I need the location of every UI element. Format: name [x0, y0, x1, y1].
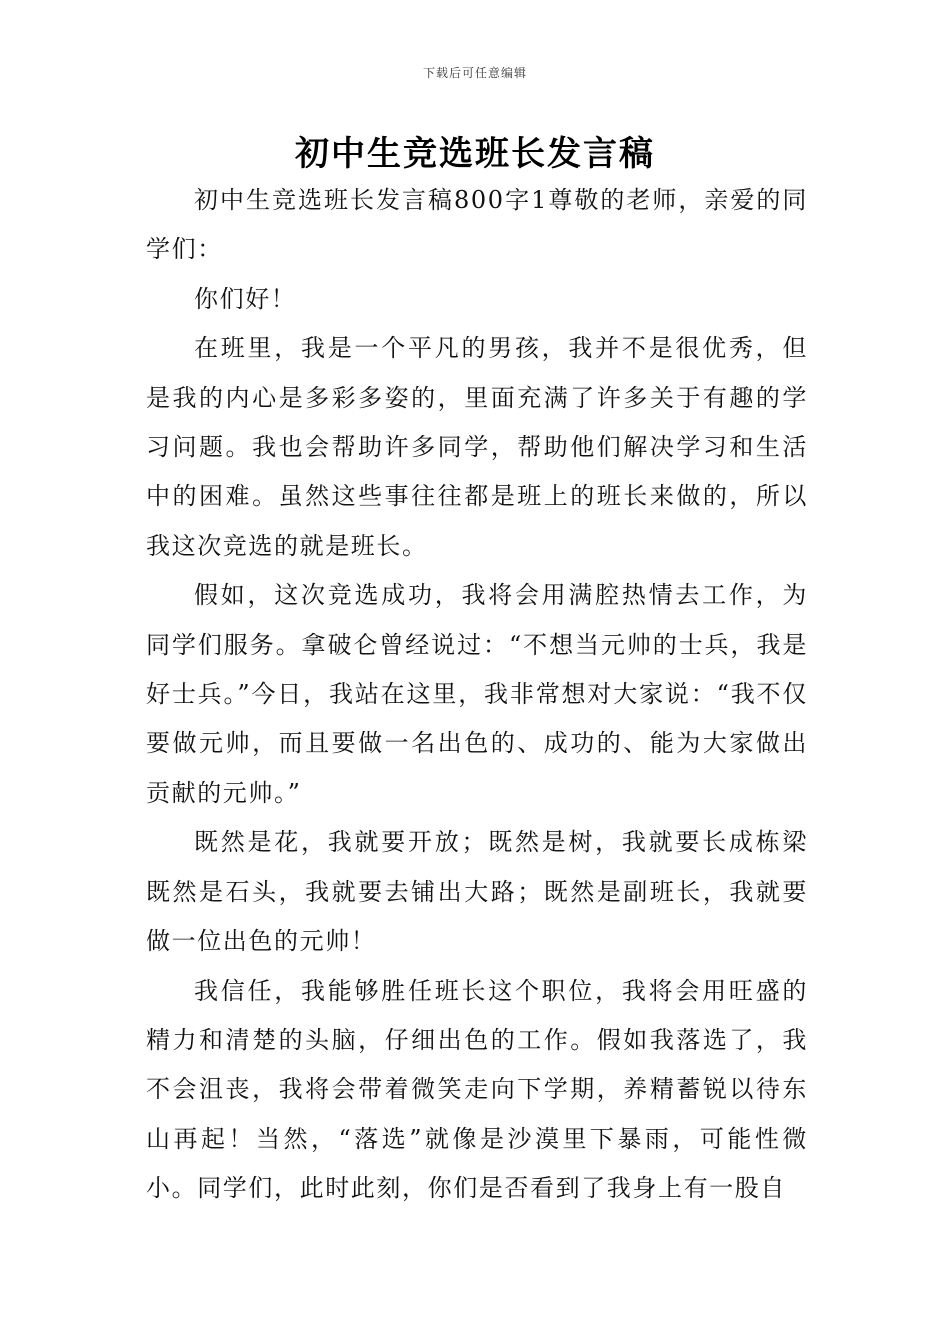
document-body [146, 176, 808, 1214]
paragraph-hello: 你们好！ [194, 284, 297, 313]
paragraph-determination: 既然是花，我就要开放；既然是树，我就要长成栋梁既然是石头，我就要去铺出大路；既然是副班长，我就要做一位出色的元帅！ [146, 828, 808, 956]
paragraph-confidence: 我信任，我能够胜任班长这个职位，我将会用旺盛的精力和清楚的头脑，仔细出色的工作。假如我落选了，我不会沮丧，我将会带着微笑走向下学期，养精蓄锐以待东山再起！当然，“落选”就像是沙漠里下暴雨，可能性微小。同学们，此时此刻，你们是否看到了我身上有一股自 [146, 976, 808, 1203]
paragraph-promise: 假如，这次竞选成功，我将会用满腔热情去工作，为同学们服务。拿破仑曾经说过：“不想当元帅的士兵，我是好士兵。”今日，我站在这里，我非常想对大家说：“我不仅要做元帅，而且要做一名出色的、成功的、能为大家做出贡献的元帅。” [146, 581, 808, 807]
paragraph-greeting: 初中生竞选班长发言稿800字1尊敬的老师，亲爱的同学们： [146, 186, 808, 264]
paragraph-self-intro: 在班里，我是一个平凡的男孩，我并不是很优秀，但是我的内心是多彩多姿的，里面充满了许多关于有趣的学习问题。我也会帮助许多同学，帮助他们解决学习和生活中的困难。虽然这些事往往都是班上的班长来做的，所以我这次竞选的就是班长。 [146, 334, 808, 560]
document-title: 初中生竞选班长发言稿 [295, 134, 655, 174]
header-note: 下载后可任意编辑 [422, 66, 527, 80]
